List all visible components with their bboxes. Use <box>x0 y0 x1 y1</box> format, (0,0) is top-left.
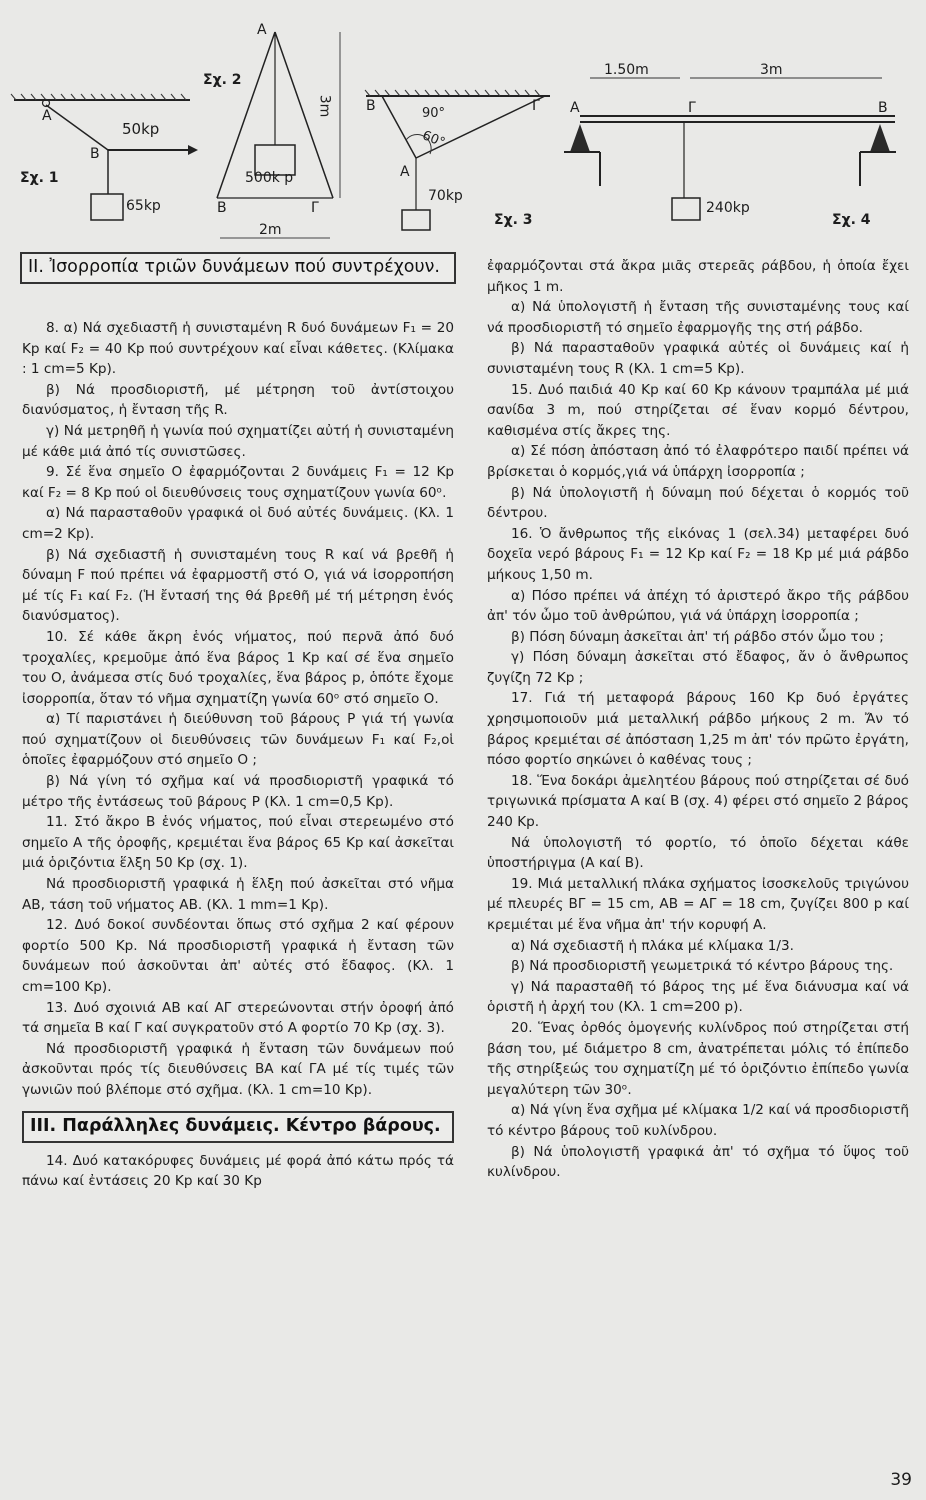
left-para-3: 9. Σέ ἕνα σημεῖο Ο ἐφαρμόζονται 2 δυνάμεις F₁ = 12 Kp καί F₂ = 8 Kp πού οἱ διευθύνσεις τους σχηματίζουν γωνία 60ᵒ. <box>22 464 454 501</box>
fig4-g-label: Γ <box>688 100 696 116</box>
fig3-angle2-label: 60° <box>420 128 448 151</box>
left-para-10: Νά προσδιοριστῆ γραφικά ἡ ἕλξη πού ἀσκεῖται στό νῆμα ΑΒ, τάση τοῦ νήματος ΑΒ. (Κλ. 1 mm=1 Kp). <box>22 876 454 913</box>
fig3-angle1-label: 90° <box>422 106 446 121</box>
right-para-12: Νά ὑπολογιστῆ τό φορτίο, τό ὁποῖο δέχεται κάθε ὑποστήριγμα (Α καί Β). <box>487 834 909 872</box>
left-para-7: α) Τί παριστάνει ἡ διεύθυνση τοῦ βάρους P γιά τή γωνία πού σχηματίζουν οἱ διευθύνσεις τῶν δυνάμεων F₁ καί F₂,οἱ ὁποῖες ἐφαρμόζουν στό σημεῖο Ο ; <box>22 711 454 769</box>
fig2-base-label: 2m <box>259 222 282 238</box>
fig4-weight-label: 240kp <box>706 200 750 216</box>
fig1-force-label: 50kp <box>122 120 160 138</box>
fig3-caption: Σχ. 3 <box>494 212 533 228</box>
fig4-a-label: A <box>570 100 580 116</box>
right-para-13: 19. Μιά μεταλλική πλάκα σχήματος ἰσοσκελοῦς τριγώνου μέ πλευρές ΒΓ = 15 cm, ΑΒ = ΑΓ = 18 cm, ζυγίζει 800 p καί κρεμιέται μέ ἕνα νῆμα ἀπ' τήν κορυφή Α. <box>487 875 909 933</box>
left-para-9: 11. Στό ἄκρο Β ἑνός νήματος, πού εἶναι στερεωμένο στό σημεῖο Α τῆς ὀροφῆς, κρεμιέται ἕνα βάρος 65 Kp καί ἀσκεῖται μιά ὁριζόντια ἕλξη 50 Kp (σχ. 1). <box>22 814 454 872</box>
left-para-14: 14. Δυό κατακόρυφες δυνάμεις μέ φορά ἀπό κάτω πρός τά πάνω καί ἐντάσεις 20 Kp καί 30 Kp <box>22 1152 454 1190</box>
section-3-title: ΙΙΙ. Παράλληλες δυνάμεις. Κέντρο βάρους. <box>22 1111 454 1143</box>
left-para-4: α) Νά παρασταθοῦν γραφικά οἱ δυό αὐτές δυνάμεις. (Κλ. 1 cm=2 Kp). <box>22 505 454 542</box>
fig2-apex-label: A <box>257 22 267 38</box>
right-para-4: α) Σέ πόση ἀπόσταση ἀπό τό ἐλαφρότερο παιδί πρέπει νά βρίσκεται ὁ κορμός,γιά νά ὑπάρχη ἰσορροπία ; <box>487 443 909 480</box>
left-para-8: β) Νά γίνη τό σχῆμα καί νά προσδιοριστῆ γραφικά τό μέτρο τῆς ἐντάσεως τοῦ βάρους P (Κλ. 1 cm=0,5 Kp). <box>22 773 454 810</box>
right-para-19: β) Νά ὑπολογιστῆ γραφικά ἀπ' τό σχῆμα τό ὕψος τοῦ κυλίνδρου. <box>487 1143 909 1181</box>
fig1-caption: Σχ. 1 <box>20 170 59 186</box>
page-number: 39 <box>890 1470 912 1490</box>
fig1-point-a: A <box>42 108 52 124</box>
fig3-a-label: A <box>400 164 410 180</box>
right-para-17: 20. Ἕνας ὀρθός ὁμογενής κυλίνδρος πού στηρίζεται στή βάση του, μέ διάμετρο 8 cm, ἀνατρέπεται μόλις τό ἐπίπεδο τῆς στηρίξεώς του σχηματίζη μέ τό ὁριζόντιο ἐπίπεδο γωνία μεγαλύτερη τῶν 30ᵒ. <box>487 1019 909 1098</box>
fig1-weight-label: 65kp <box>126 198 161 214</box>
fig2-height-label: 3m <box>316 94 333 118</box>
fig2-caption: Σχ. 2 <box>203 72 242 88</box>
left-para-6: 10. Σέ κάθε ἄκρη ἑνός νήματος, πού περνᾶ ἀπό δυό τροχαλίες, κρεμοῦμε ἀπό ἕνα βάρος 1 Kp καί σέ ἕνα σημεῖο του Ο, ἀνάμεσα στίς δυό τροχαλίες, ἕνα βάρος p, ὁπότε ἔχομε ἰσορροπία, ὅταν τό νῆμα σχηματίζη γωνία 60ᵒ στό σημεῖο Ο. <box>22 628 454 707</box>
figure-1 <box>10 90 210 230</box>
right-para-8: β) Πόση δύναμη ἀσκεῖται ἀπ' τή ράβδο στόν ὦμο του ; <box>511 628 884 645</box>
right-para-6: 16. Ὁ ἄνθρωπος τῆς εἰκόνας 1 (σελ.34) μεταφέρει δυό δοχεῖα νερό βάρους F₁ = 12 Kp καί F₂ = 18 Kp μέ μιά ράβδο μήκους 1,50 m. <box>487 525 909 583</box>
section-2-title: ΙΙ. Ἰσορροπία τριῶν δυνάμεων πού συντρέχουν. <box>20 252 456 284</box>
fig3-weight-label: 70kp <box>428 188 463 204</box>
right-para-14: α) Νά σχεδιαστῆ ἡ πλάκα μέ κλίμακα 1/3. <box>511 937 794 954</box>
fig3-g-label: Γ <box>532 98 540 114</box>
figure-1-drawing <box>10 90 210 230</box>
fig3-b-label: B <box>366 98 376 114</box>
left-para-1: β) Νά προσδιοριστῆ, μέ μέτρηση τοῦ ἀντίστοιχου διανύσματος, ἡ ἔνταση τῆς R. <box>22 381 454 419</box>
right-para-5: β) Νά ὑπολογιστῆ ἡ δύναμη πού δέχεται ὁ κορμός τοῦ δέντρου. <box>487 484 909 522</box>
right-para-3: 15. Δυό παιδιά 40 Kp καί 60 Kp κάνουν τραμπάλα μέ μιά σανίδα 3 m, πού στηρίζεται σέ ἕναν κορμό δέντρου, καθισμένα στίς ἄκρες της. <box>487 381 909 439</box>
right-para-11: 18. Ἕνα δοκάρι ἀμελητέου βάρους πού στηρίζεται σέ δυό τριγωνικά πρίσματα Α καί Β (σχ. 4) φέρει στό σημεῖο 2 βάρος 240 Kp. <box>487 772 909 831</box>
right-para-1: α) Νά ὑπολογιστῆ ἡ ἔνταση τῆς συνισταμένης τους καί νά προσδιοριστῆ τό σημεῖο ἐφαρμογῆς της στή ράβδο. <box>487 299 909 336</box>
right-para-9: γ) Πόση δύναμη ἀσκεῖται στό ἔδαφος, ἄν ὁ ἄνθρωπος ζυγίζη 72 Kp ; <box>487 649 909 686</box>
right-para-2: β) Νά παρασταθοῦν γραφικά αὐτές οἱ δυνάμεις καί ἡ συνισταμένη τους R (Κλ. 1 cm=5 Kp). <box>487 340 909 377</box>
fig4-dim2-label: 3m <box>760 62 783 78</box>
fig4-caption: Σχ. 4 <box>832 212 871 228</box>
left-para-11: 12. Δυό δοκοί συνδέονται ὅπως στό σχῆμα 2 καί φέρουν φορτίο 500 Kp. Νά προσδιοριστῆ γραφικά ἡ ἔνταση τῶν δυνάμεων πού ἀσκοῦνται ἀπ' αὐτές στό ἔδαφος. (Κλ. 1 cm=100 Kp). <box>22 917 454 995</box>
left-para-5: β) Νά σχεδιαστῆ ἡ συνισταμένη τους R καί νά βρεθῆ ἡ δύναμη F πού πρέπει νά ἐφαρμοστῆ στό Ο, γιά νά ἰσορροπήση μέ τίς F₁ καί F₂. (Ἡ ἔντασή της θά βρεθῆ μέ τή μέτρηση ἑνός διανύσματος). <box>22 546 454 625</box>
left-para-2: γ) Νά μετρηθῆ ἡ γωνία πού σχηματίζει αὐτή ἡ συνισταμένη μέ κάθε μιά ἀπό τίς συνιστῶσες. <box>22 422 454 460</box>
left-para-12: 13. Δυό σχοινιά ΑΒ καί ΑΓ στερεώνονται στήν ὀροφή ἀπό τά σημεῖα Β καί Γ καί συγκρατοῦν στό Α φορτίο 70 Kp (σχ. 3). <box>22 999 454 1037</box>
fig2-left-label: B <box>217 200 227 216</box>
figure-3 <box>360 88 560 238</box>
right-para-15: β) Νά προσδιοριστῆ γεωμετρικά τό κέντρο βάρους της. <box>511 958 894 975</box>
fig4-b-label: B <box>878 100 888 116</box>
right-para-7: α) Πόσο πρέπει νά ἀπέχη τό ἀριστερό ἄκρο τῆς ράβδου ἀπ' τόν ὦμο τοῦ ἀνθρώπου, γιά νά ὑπάρχη ἰσορροπία ; <box>487 587 909 625</box>
right-para-16: γ) Νά παρασταθῆ τό βάρος της μέ ἕνα διάνυσμα καί νά ὁριστῆ ἡ ἀρχή του (Κλ. 1 cm=200 p). <box>487 978 909 1016</box>
left-para-13: Νά προσδιοριστῆ γραφικά ἡ ἔνταση τῶν δυνάμεων πού ἀσκοῦνται πρός τίς διευθύνσεις ΒΑ καί ΓΑ μέ τίς τιμές τῶν γωνιῶν πού βλέπομε στό σχῆμα. (Κλ. 1 cm=10 Kp). <box>22 1040 454 1098</box>
figure-4 <box>560 58 906 238</box>
figure-2 <box>195 20 355 242</box>
fig4-dim1-label: 1.50m <box>604 62 649 78</box>
right-para-10: 17. Γιά τή μεταφορά βάρους 160 Kp δυό ἐργάτες χρησιμοποιοῦν μιά μεταλλική ράβδο μήκους 2 m. Ἄν τό βάρος κρεμιέται σέ ἀπόσταση 1,25 m ἀπ' τόν πρῶτο ἐργάτη, πόσο φορτίο σηκώνει ὁ καθένας τους ; <box>487 690 909 769</box>
left-para-0: 8. α) Νά σχεδιαστῆ ἡ συνισταμένη R δυό δυνάμεων F₁ = 20 Kp καί F₂ = 40 Kp πού συντρέχουν καί εἶναι κάθετες. (Κλίμακα : 1 cm=5 Kp). <box>22 320 454 378</box>
right-column <box>487 256 909 1183</box>
fig1-point-b: B <box>90 146 100 162</box>
fig2-right-label: Γ <box>311 200 319 216</box>
fig2-weight-label: 500k p <box>245 170 294 186</box>
right-para-0: ἐφαρμόζονται στά ἄκρα μιᾶς στερεᾶς ράβδου, ἡ ὁποία ἔχει μῆκος 1 m. <box>487 258 909 295</box>
left-column <box>22 318 454 1192</box>
right-para-18: α) Νά γίνη ἕνα σχῆμα μέ κλίμακα 1/2 καί νά προσδιοριστῆ τό κέντρο βάρους τοῦ κυλίνδρου. <box>487 1102 909 1139</box>
